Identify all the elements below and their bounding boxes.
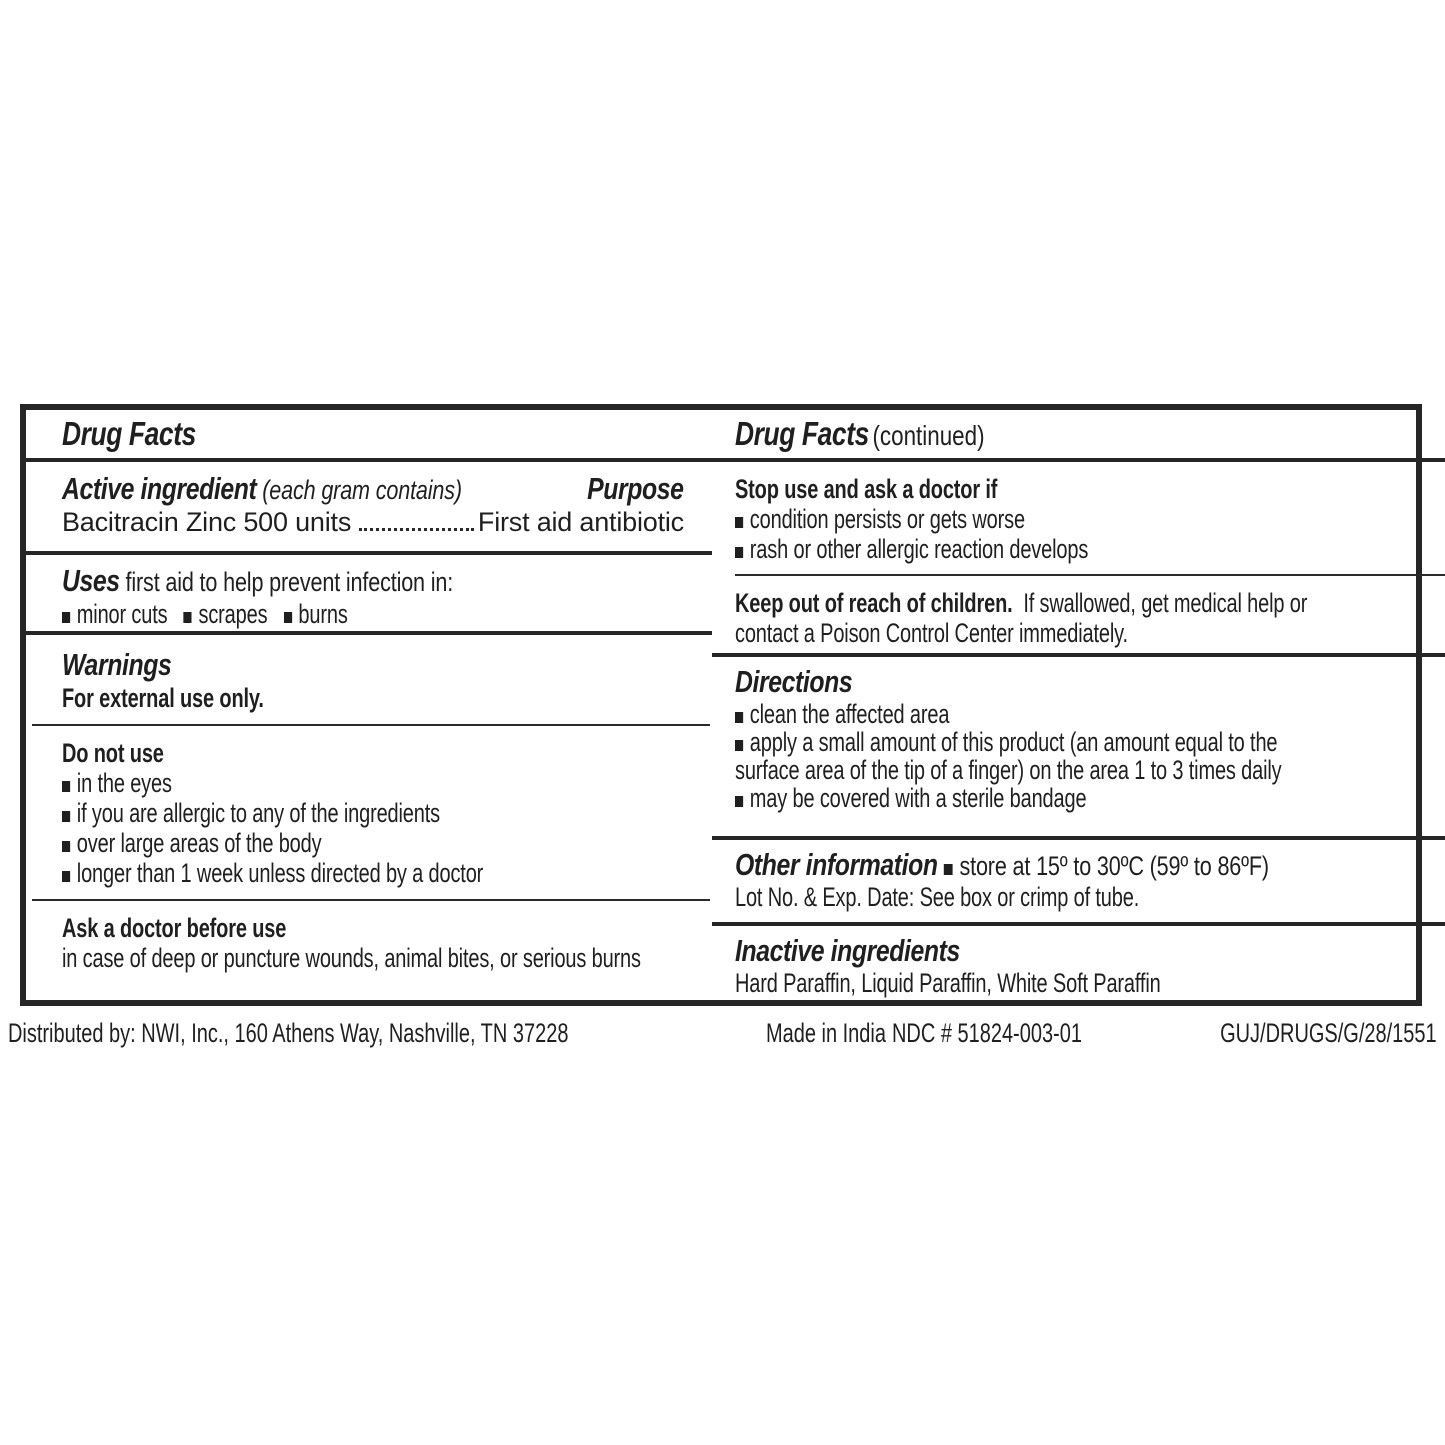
uses-section [26,555,712,635]
bullet-icon [184,612,192,623]
active-ingredient-row [62,507,684,538]
keep-out-row [735,588,1445,618]
inactive-ingredients-text: Hard Paraffin, Liquid Paraffin, White Soft Paraffin [735,968,1161,998]
dotted-leader [359,528,474,531]
made-in-text: Made in India [766,1018,886,1048]
left-column [26,410,712,1000]
stop-use-divider [735,574,1445,576]
active-ingredient-heading-row [62,471,684,506]
warnings-section [26,635,712,1000]
lot-exp-text: Lot No. & Exp. Date: See box or crimp of tube. [735,882,1140,912]
inactive-ingredients-section [712,926,1445,1000]
do-not-use-bullet: over large areas of the body [76,828,322,858]
uses-heading: Uses [62,563,120,598]
uses-bullet: minor cuts [76,599,168,629]
label-footer [0,1006,1445,1066]
active-ingredient-note: (each gram contains) [262,475,462,505]
do-not-use-heading: Do not use [62,738,164,768]
distributed-by-text: Distributed by: NWI, Inc., 160 Athens Way, Nashville, TN 37228 [8,1018,569,1048]
directions-bullet: clean the affected area [749,699,950,729]
bullet-icon [62,841,70,852]
bullet-icon [62,781,70,792]
warnings-divider [32,899,710,901]
bullet-icon [735,796,743,807]
ask-doctor-heading: Ask a doctor before use [62,913,287,943]
warnings-heading: Warnings [62,647,172,682]
directions-section [712,657,1445,840]
storage-text: store at 15º to 30ºC (59º to 86ºF) [959,851,1269,881]
bullet-icon [284,612,292,623]
uses-bullets [62,599,684,629]
inactive-ingredients-heading: Inactive ingredients [735,933,960,968]
bullet-icon [735,740,743,751]
active-ingredient-section [26,462,712,555]
ingredient-name: Bacitracin Zinc 500 units [62,507,352,537]
drug-facts-continued-header [712,410,1445,462]
other-information-heading: Other information [735,847,938,882]
registration-number-text: GUJ/DRUGS/G/28/1551 [1220,1018,1437,1048]
continued-note: (continued) [872,420,985,451]
do-not-use-bullet: in the eyes [76,768,172,798]
right-column [712,410,1445,1000]
drug-facts-title: Drug Facts [62,415,196,452]
external-use-text: For external use only. [62,683,264,713]
drug-facts-label [20,404,1422,1006]
stop-use-bullet: condition persists or gets worse [749,504,1025,534]
bullet-icon [735,517,743,528]
bullet-icon [735,712,743,723]
keep-out-text: contact a Poison Control Center immediately. [735,618,1128,648]
drug-facts-title: Drug Facts [735,415,869,452]
uses-bullet: scrapes [198,599,268,629]
keep-out-text: If swallowed, get medical help or [1023,588,1308,618]
ndc-number-text: NDC # 51824-003-01 [892,1018,1082,1048]
directions-bullet-continued: surface area of the tip of a finger) on the area 1 to 3 times daily [735,755,1282,785]
uses-bullet: burns [298,599,348,629]
drug-facts-header [26,410,712,462]
directions-bullet: apply a small amount of this product (an amount equal to the [749,727,1278,757]
other-information-section [712,840,1445,926]
stop-use-heading: Stop use and ask a doctor if [735,474,998,504]
bullet-icon [62,811,70,822]
bullet-icon [62,612,70,623]
bullet-icon [943,864,952,875]
bullet-icon [62,871,70,882]
uses-intro: first aid to help prevent infection in: [125,567,454,597]
directions-heading: Directions [735,664,853,699]
active-ingredient-heading: Active ingredient [62,471,257,506]
do-not-use-bullet: longer than 1 week unless directed by a doctor [76,858,484,888]
warnings-divider [32,724,710,726]
purpose-label: Purpose [587,471,684,506]
stop-use-bullet: rash or other allergic reaction develops [749,534,1089,564]
directions-bullet: may be covered with a sterile bandage [749,783,1087,813]
bullet-icon [735,547,743,558]
do-not-use-bullet: if you are allergic to any of the ingredients [76,798,440,828]
purpose-value: First aid antibiotic [477,507,684,537]
keep-out-heading: Keep out of reach of children. [735,588,1013,618]
stop-use-section [712,462,1445,657]
ask-doctor-text: in case of deep or puncture wounds, animal bites, or serious burns [62,943,641,973]
